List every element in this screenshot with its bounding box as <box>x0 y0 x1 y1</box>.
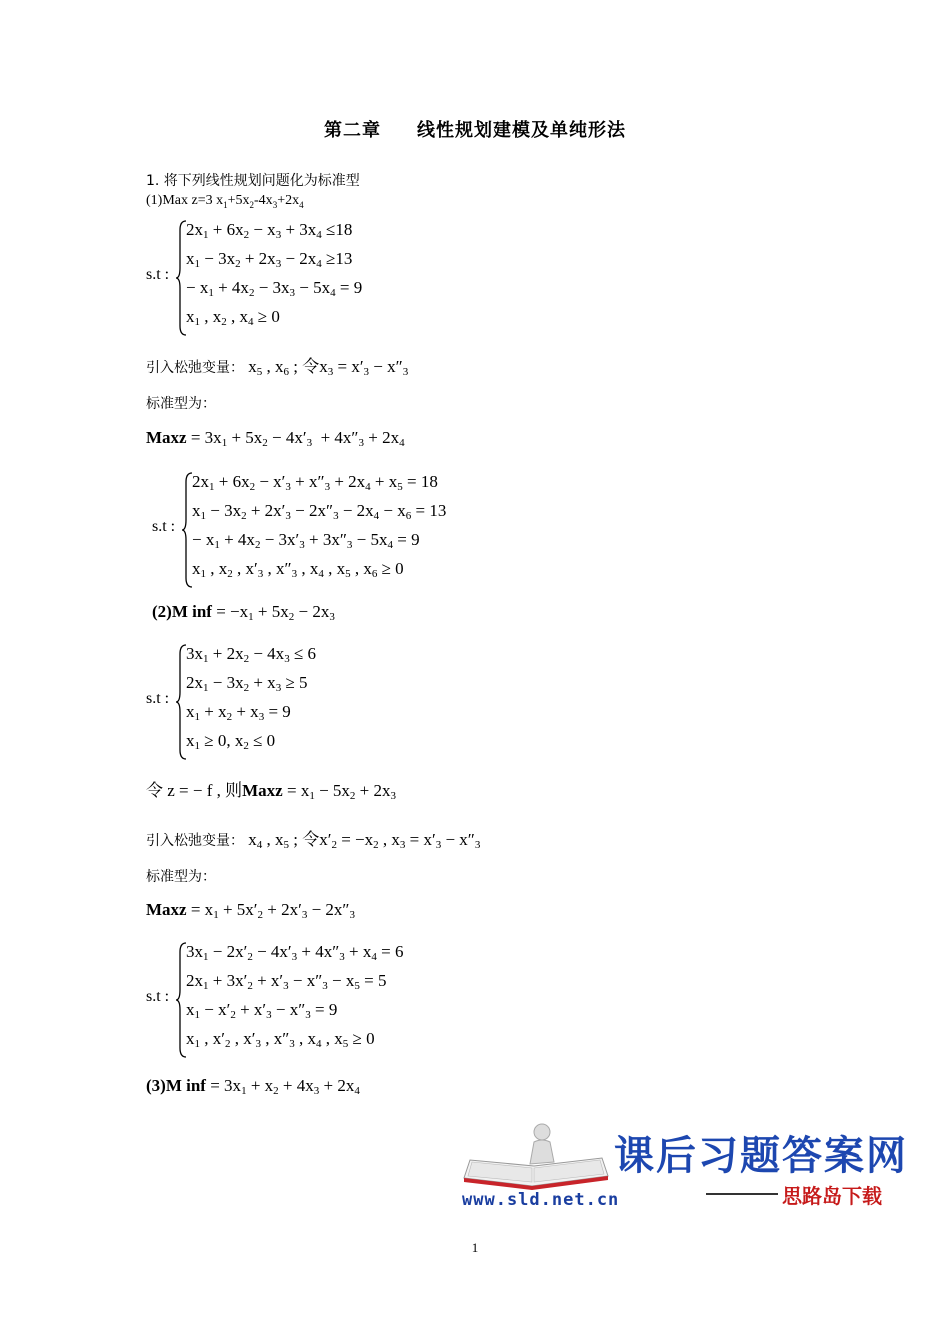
standard-objective-2: Maxz = $x_1 + 5x'_2 + 2x'_3 - 2x''_3$ <box>146 900 355 921</box>
constraint-row: $2x_1 + 6x_2 - x_3 + 3x_4 \le 18$ <box>186 220 353 241</box>
page-title: 第二章 线性规划建模及单纯形法 <box>324 120 626 141</box>
standard-objective-1: Maxz = $3x_1 + 5x_2 - 4x'_3 + 4x''_3 + 2x_4$ <box>146 428 405 449</box>
problem-2-objective: (2)M inf = $-x_1 + 5x_2 - 2x_3$ <box>152 602 335 623</box>
slack-line-1: 引入松弛变量： $x_5$ , $x_6$ ; 令$x_3 = x'_3 - x''_3$ <box>146 357 409 378</box>
constraint-system-2 <box>146 470 486 590</box>
constraint-row: $x_1 - 3x_2 + 2x'_3 - 2x''_3 - 2x_4 - x_6 = 13$ <box>192 501 447 522</box>
question-1-heading: 1. 将下列线性规划问题化为标准型 <box>146 173 360 189</box>
logo-divider <box>706 1193 778 1195</box>
constraint-row: − $x_1 + 4x_2 - 3x_3 - 5x_4 = 9$ <box>186 278 363 299</box>
constraint-row: $3x_1 + 2x_2 - 4x_3 \le 6$ <box>186 644 317 665</box>
st-label: s.t : <box>146 690 170 707</box>
logo-url: www.sld.net.cn <box>462 1190 620 1210</box>
st-label: s.t : <box>146 988 170 1005</box>
slack-line-2: 引入松弛变量： $x_4$ , $x_5$ ; 令$x'_2 = -x_2$ , $x_3 = x'_3 - x''_3$ <box>146 830 481 851</box>
page-number: 1 <box>471 1240 479 1255</box>
constraint-row: $x_1 + x_2 + x_3 = 9$ <box>186 702 291 723</box>
logo-subtitle: 思路岛下载 <box>782 1184 882 1208</box>
constraint-row: $2x_1 + 6x_2 - x'_3 + x''_3 + 2x_4 + x_5 = 18$ <box>192 472 438 493</box>
constraint-row: $x_1 - 3x_2 + 2x_3 - 2x_4 \ge 13$ <box>186 249 353 270</box>
constraint-row: − $x_1 + 4x_2 - 3x'_3 + 3x''_3 - 5x_4 = 9$ <box>192 530 420 551</box>
st-label: s.t : <box>152 518 176 535</box>
constraint-system-4 <box>146 940 466 1060</box>
book-figure-logo-icon <box>462 1122 612 1192</box>
substitution-line-2: 令 z = − f , 则Maxz = $x_1 - 5x_2 + 2x_3$ <box>146 781 397 802</box>
constraint-row: $x_1$ , $x_2$ , $x'_3$ , $x''_3$ , $x_4$ , $x_5$ , $x_6 \ge 0$ <box>192 559 404 580</box>
standard-label-2: 标准型为： <box>146 869 216 885</box>
constraint-row: $x_1 \ge 0$, $x_2 \le 0$ <box>186 731 276 752</box>
constraint-row: $x_1$ , $x_2$ , $x_4 \ge 0$ <box>186 307 280 328</box>
standard-label-1: 标准型为： <box>146 396 216 412</box>
logo-title: 课后习题答案网 <box>614 1132 908 1179</box>
constraint-row: $3x_1 - 2x'_2 - 4x'_3 + 4x''_3 + x_4 = 6$ <box>186 942 404 963</box>
problem-3-objective: (3)M inf = $3x_1 + x_2 + 4x_3 + 2x_4$ <box>146 1076 360 1097</box>
constraint-system-1 <box>146 218 446 338</box>
constraint-system-3 <box>146 642 446 762</box>
problem-1-objective-original: (1)Max z=3 $x_1+5x_2-4x_3+2x_4$ <box>146 193 304 210</box>
constraint-row: $2x_1 + 3x'_2 + x'_3 - x''_3 - x_5 = 5$ <box>186 971 387 992</box>
st-label: s.t : <box>146 266 170 283</box>
constraint-row: $2x_1 - 3x_2 + x_3 \ge 5$ <box>186 673 308 694</box>
constraint-row: $x_1$ , $x'_2$ , $x'_3$ , $x''_3$ , $x_4$ , $x_5 \ge 0$ <box>186 1029 375 1050</box>
constraint-row: $x_1 - x'_2 + x'_3 - x''_3 = 9$ <box>186 1000 338 1021</box>
